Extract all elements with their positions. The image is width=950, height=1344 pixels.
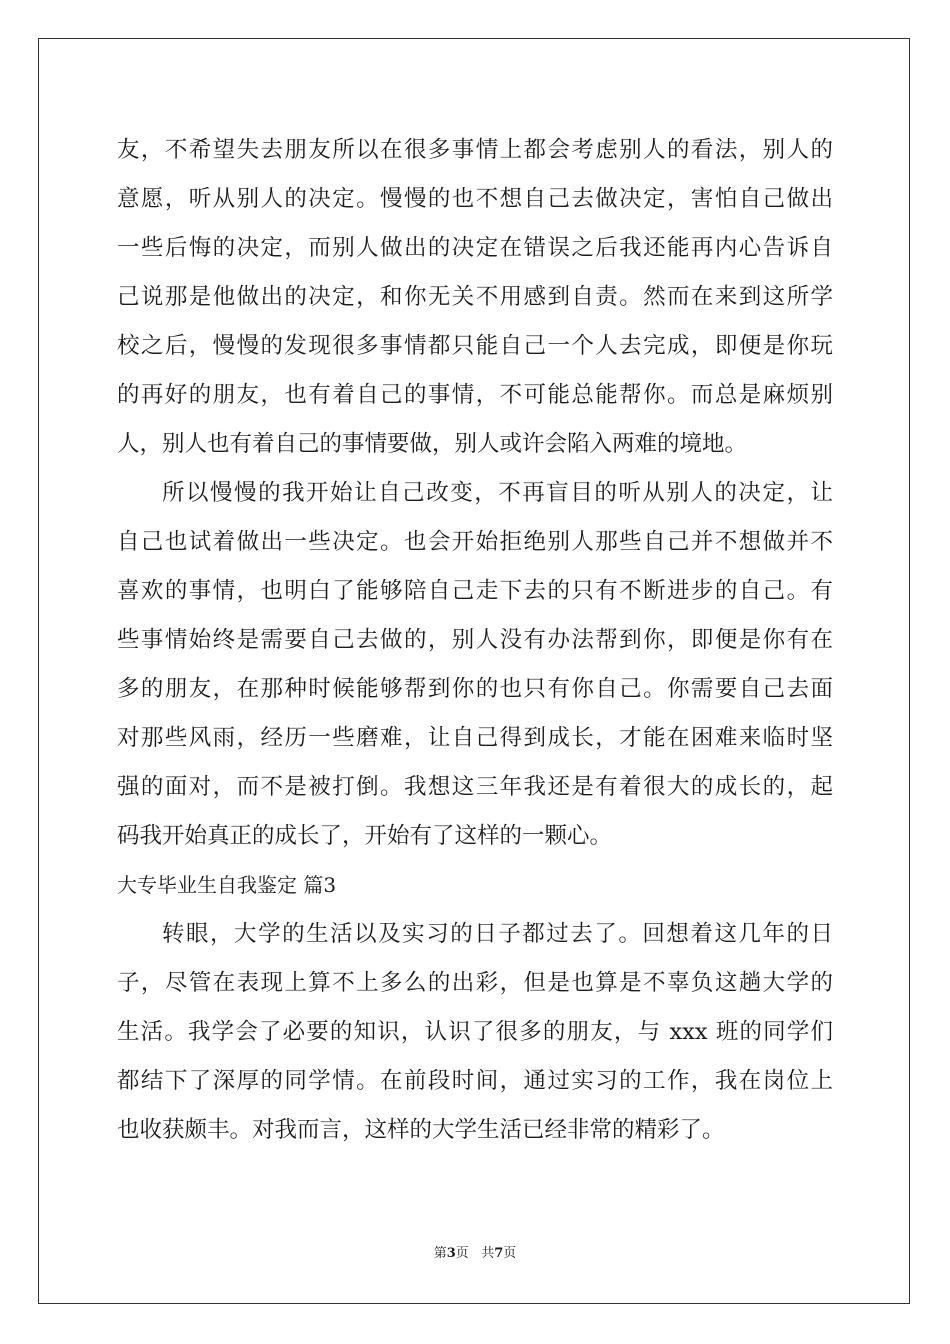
total-prefix: 共 (481, 1246, 495, 1261)
total-pages: 7 (494, 1246, 504, 1261)
text-line: 喜欢的事情，也明白了能够陪自己走下去的只有不断进步的自己。有 (117, 578, 833, 604)
text-line: 校之后，慢慢的发现很多事情都只能自己一个人去完成，即便是你玩 (117, 333, 833, 359)
text-line: 都结下了深厚的同学情。在前段时间，通过实习的工作，我在岗位上 (117, 1068, 833, 1094)
text-line: 子，尽管在表现上算不上多么的出彩，但是也算是不辜负这趟大学的 (117, 970, 833, 996)
text-line: 人，别人也有着自己的事情要做，别人或许会陷入两难的境地。 (117, 431, 748, 457)
page-footer (0, 1244, 950, 1264)
text-line: 己说那是他做出的决定，和你无关不用感到自责。然而在来到这所学 (117, 284, 833, 310)
text-line: 的再好的朋友，也有着自己的事情，不可能总能帮你。而总是麻烦别 (117, 382, 833, 408)
text-line: 也收获颇丰。对我而言，这样的大学生活已经非常的精彩了。 (117, 1117, 725, 1143)
text-line: 码我开始真正的成长了，开始有了这样的一颗心。 (117, 823, 613, 849)
document-body (117, 126, 833, 1155)
text-line: 所以慢慢的我开始让自己改变，不再盲目的听从别人的决定，让 (162, 480, 833, 506)
page-suffix: 页 (455, 1246, 469, 1261)
paragraph-3 (117, 910, 833, 1155)
section-heading: 大专毕业生自我鉴定 篇3 (117, 873, 337, 897)
text-line: 转眼，大学的生活以及实习的日子都过去了。回想着这几年的日 (162, 921, 833, 947)
paragraph-1 (117, 126, 833, 469)
page-number: 3 (446, 1246, 456, 1261)
text-line: 一些后悔的决定，而别人做出的决定在错误之后我还能再内心告诉自 (117, 235, 833, 261)
total-suffix: 页 (503, 1246, 517, 1261)
text-line: 自己也试着做出一些决定。也会开始拒绝别人那些自己并不想做并不 (117, 529, 833, 555)
paragraph-2 (117, 469, 833, 861)
text-line: 意愿，听从别人的决定。慢慢的也不想自己去做决定，害怕自己做出 (117, 186, 833, 212)
page-prefix: 第 (433, 1246, 447, 1261)
text-line: 友，不希望失去朋友所以在很多事情上都会考虑别人的看法，别人的 (117, 137, 833, 163)
text-line: 生活。我学会了必要的知识，认识了很多的朋友，与 xxx 班的同学们 (117, 1019, 833, 1045)
text-line: 多的朋友，在那种时候能够帮到你的也只有你自己。你需要自己去面 (117, 676, 833, 702)
text-line: 强的面对，而不是被打倒。我想这三年我还是有着很大的成长的，起 (117, 774, 833, 800)
text-line: 些事情始终是需要自己去做的，别人没有办法帮到你，即便是你有在 (117, 627, 833, 653)
text-line: 对那些风雨，经历一些磨难，让自己得到成长，才能在困难来临时坚 (117, 725, 833, 751)
